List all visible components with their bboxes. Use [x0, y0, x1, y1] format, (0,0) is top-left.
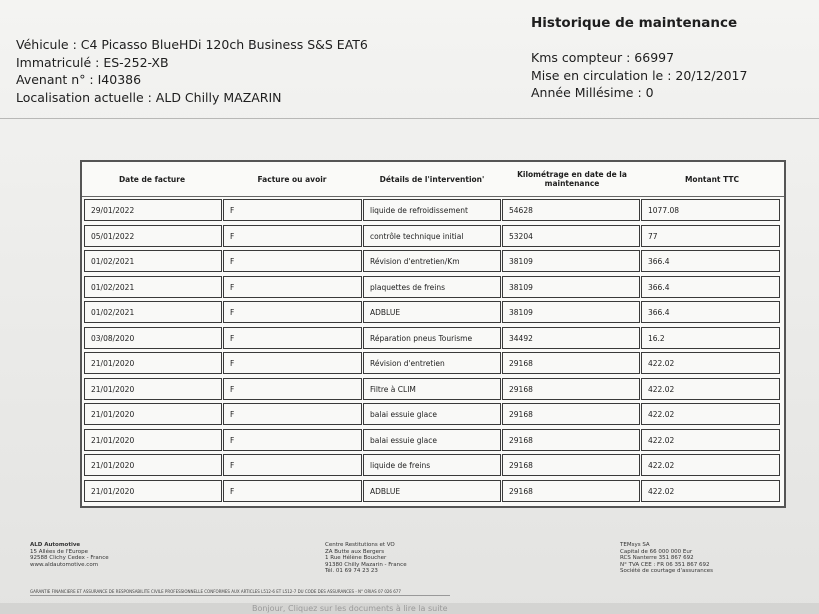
footer-line: N° TVA CEE : FR 06 351 867 692	[620, 561, 710, 568]
details-cell: Filtre à CLIM	[363, 378, 501, 400]
model-year: Année Millésime : 0	[531, 85, 654, 100]
mileage-cell: 29168	[502, 352, 640, 374]
mileage-cell: 34492	[502, 327, 640, 349]
footer-line: ALD Automotive	[30, 542, 81, 548]
amount-cell: 366.4	[641, 250, 780, 272]
details-cell: Révision d'entretien	[363, 352, 501, 374]
date-cell: 01/02/2021	[84, 250, 222, 272]
details-cell: Révision d'entretien/Km	[363, 250, 501, 272]
footer-line: RCS Nanterre 351 867 692	[620, 555, 694, 561]
footer-line: 15 Allées de l'Europe	[30, 548, 88, 555]
date-cell: 01/02/2021	[84, 301, 222, 323]
details-cell: liquide de freins	[363, 454, 501, 476]
footer-ald	[30, 542, 109, 568]
date-cell: 03/08/2020	[84, 327, 222, 349]
col-header-type: Facture ou avoir	[257, 174, 327, 184]
header-rule	[82, 196, 784, 197]
date-cell: 21/01/2020	[84, 480, 222, 502]
date-cell: 29/01/2022	[84, 199, 222, 221]
mileage-cell: 53204	[502, 225, 640, 247]
table-row	[82, 480, 784, 504]
table-row	[82, 250, 784, 274]
type-cell: F	[223, 454, 362, 476]
footer-line: Capital de 66 000 000 Eur	[620, 548, 693, 555]
details-cell: ADBLUE	[363, 301, 501, 323]
legal-divider	[30, 595, 450, 596]
col-header-amount: Montant TTC	[684, 174, 740, 184]
date-cell: 21/01/2020	[84, 454, 222, 476]
table-row	[82, 301, 784, 325]
footer-line: 92588 Clichy Cedex - France	[30, 555, 109, 561]
amount-cell: 422.02	[641, 429, 780, 451]
amount-cell: 422.02	[641, 352, 780, 374]
mileage-cell: 29168	[502, 403, 640, 425]
col-header-date: Date de facture	[118, 174, 186, 184]
amount-cell: 77	[641, 225, 780, 247]
date-cell: 21/01/2020	[84, 352, 222, 374]
type-cell: F	[223, 429, 362, 451]
vehicle-info	[16, 36, 368, 106]
footer-line: Tél. 01 69 74 23 23	[325, 568, 378, 574]
amount-cell: 366.4	[641, 276, 780, 298]
footer-temsys	[620, 542, 713, 575]
mileage-cell: 29168	[502, 378, 640, 400]
table-row	[82, 403, 784, 427]
mileage-cell: 38109	[502, 301, 640, 323]
table-row	[82, 276, 784, 300]
mileage-cell: 29168	[502, 454, 640, 476]
amount-cell: 422.02	[641, 480, 780, 502]
table-row	[82, 378, 784, 402]
footer-line: www.aldautomotive.com	[30, 561, 99, 568]
table-row	[82, 327, 784, 351]
mileage-cell: 38109	[502, 276, 640, 298]
bottom-caption: Bonjour, Cliquez sur les documents à lire la suite	[252, 604, 448, 613]
type-cell: F	[223, 225, 362, 247]
table-row	[82, 225, 784, 249]
type-cell: F	[223, 276, 362, 298]
date-cell: 21/01/2020	[84, 429, 222, 451]
date-cell: 21/01/2020	[84, 403, 222, 425]
vehicle-location: Localisation actuelle : ALD Chilly MAZARIN	[16, 89, 282, 105]
details-cell: ADBLUE	[363, 480, 501, 502]
legal-notice: GARANTIE FINANCIERE ET ASSURANCE DE RESPONSABILITE CIVILE PROFESSIONNELLE CONFORMES AUX ARTICLES L512-6 ET L512-7 DU CODE DES ASSURANCES - N° ORIAS 07 026 677	[30, 589, 401, 594]
col-header-mileage: Kilométrage en date de la maintenance	[517, 170, 627, 188]
table-row	[82, 429, 784, 453]
document-title: Historique de maintenance	[531, 15, 738, 31]
type-cell: F	[223, 250, 362, 272]
mileage-info	[531, 49, 747, 102]
amount-cell: 366.4	[641, 301, 780, 323]
type-cell: F	[223, 480, 362, 502]
mileage-cell: 54628	[502, 199, 640, 221]
table-row	[82, 454, 784, 478]
type-cell: F	[223, 301, 362, 323]
amount-cell: 422.02	[641, 403, 780, 425]
table-row	[82, 199, 784, 223]
type-cell: F	[223, 352, 362, 374]
details-cell: Réparation pneus Tourisme	[363, 327, 501, 349]
footer-line: 1 Rue Hélène Boucher	[325, 555, 387, 561]
registration-date: Mise en circulation le : 20/12/2017	[531, 67, 748, 83]
details-cell: balai essuie glace	[363, 403, 501, 425]
footer-line: Société de courtage d'assurances	[620, 568, 713, 574]
date-cell: 21/01/2020	[84, 378, 222, 400]
vehicle-registration: Immatriculé : ES-252-XB	[16, 54, 169, 70]
amount-cell: 422.02	[641, 454, 780, 476]
footer-line: TEMsys SA	[620, 542, 650, 548]
details-cell: liquide de refroidissement	[363, 199, 501, 221]
mileage-cell: 38109	[502, 250, 640, 272]
type-cell: F	[223, 403, 362, 425]
details-cell: balai essuie glace	[363, 429, 501, 451]
footer-line: 91380 Chilly Mazarin - France	[325, 561, 407, 568]
details-cell: plaquettes de freins	[363, 276, 501, 298]
header-divider	[0, 118, 819, 119]
footer-line: Centre Restitutions et VO	[325, 542, 395, 548]
odometer: Kms compteur : 66997	[531, 50, 675, 65]
details-cell: contrôle technique initial	[363, 225, 501, 247]
footer-centre	[325, 542, 407, 575]
col-header-details: Détails de l'intervention'	[379, 174, 485, 184]
maintenance-table	[80, 160, 786, 508]
type-cell: F	[223, 378, 362, 400]
table-row	[82, 352, 784, 376]
amount-cell: 1077.08	[641, 199, 780, 221]
mileage-cell: 29168	[502, 429, 640, 451]
footer-line: ZA Butte aux Bergers	[325, 548, 385, 555]
amount-cell: 422.02	[641, 378, 780, 400]
amount-cell: 16.2	[641, 327, 780, 349]
type-cell: F	[223, 327, 362, 349]
type-cell: F	[223, 199, 362, 221]
contract-amendment: Avenant n° : I40386	[16, 72, 142, 87]
vehicle-model: Véhicule : C4 Picasso BlueHDi 120ch Business S&S EAT6	[16, 37, 368, 52]
mileage-cell: 29168	[502, 480, 640, 502]
date-cell: 01/02/2021	[84, 276, 222, 298]
date-cell: 05/01/2022	[84, 225, 222, 247]
